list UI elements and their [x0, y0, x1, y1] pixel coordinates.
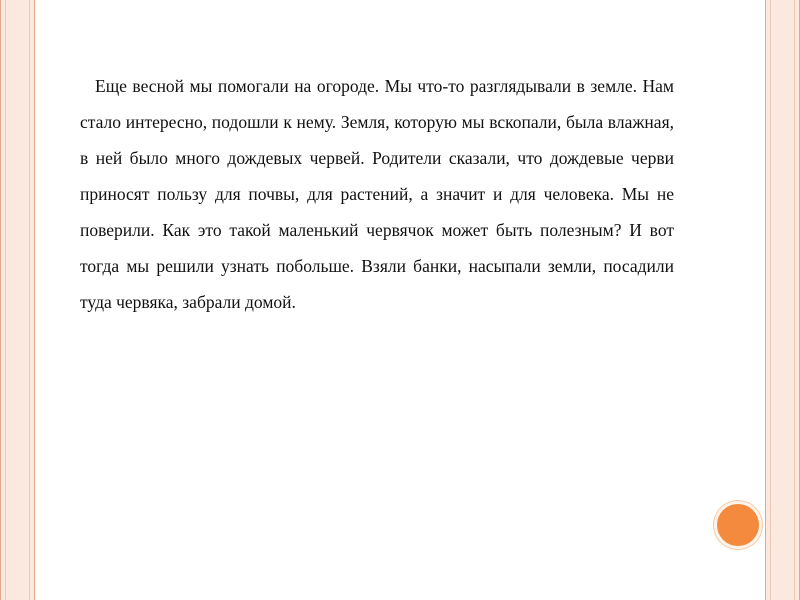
left-decorative-border — [0, 0, 35, 600]
orange-circle-icon — [714, 501, 762, 549]
right-decorative-border — [765, 0, 800, 600]
slide-body-text: Еще весной мы помогали на огороде. Мы что-то разглядывали в земле. Нам стало интересно, подошли к нему. Земля, которую мы вскопали, была влажная, в ней было много дождевых червей. Родители сказали, что дождевые черви приносят пользу для почвы, для растений, а значит и для человека. Мы не поверили. Как это такой маленький червячок может быть полезным? И вот тогда мы решили узнать побольше. Взяли банки, насыпали земли, посадили туда червяка, забрали домой. — [80, 76, 674, 312]
